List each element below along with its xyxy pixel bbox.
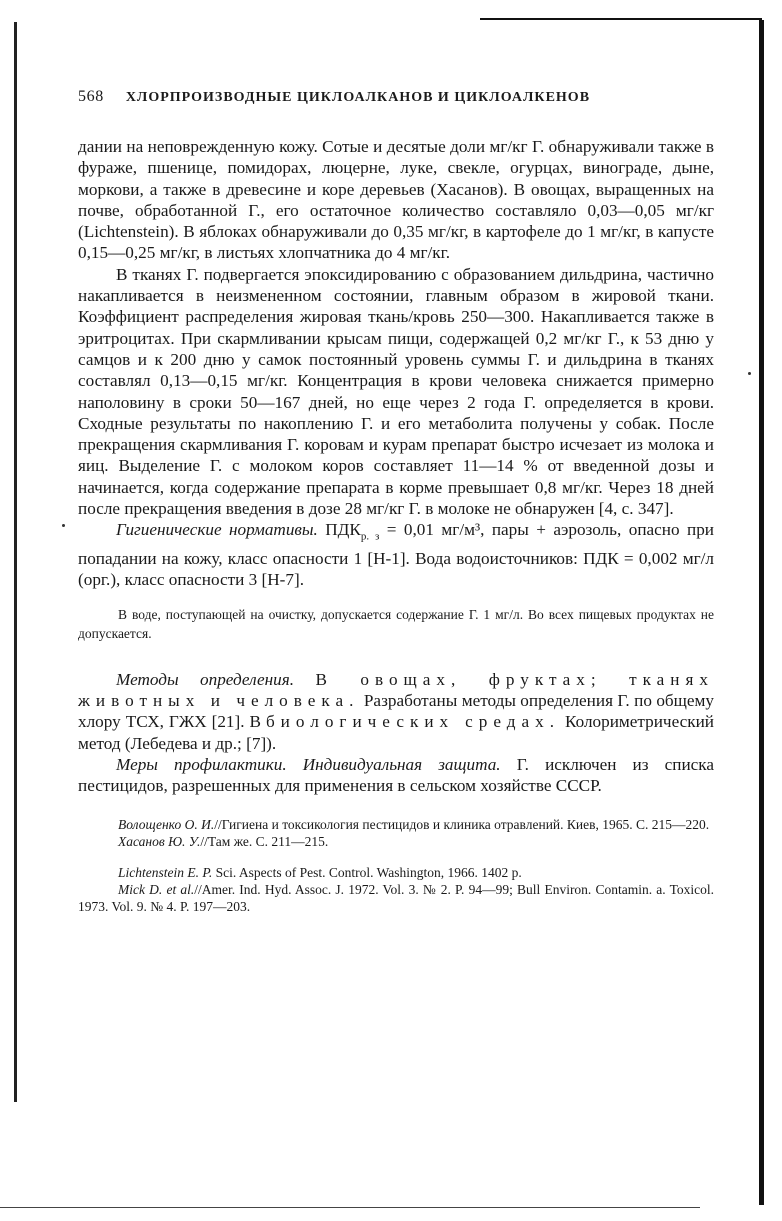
reference-item [78, 833, 714, 850]
methods-object-1: В овощах, фруктах; тканях животных и человека. [78, 669, 715, 710]
reference-item [78, 816, 714, 833]
reference-text: //Там же. С. 211—215. [200, 834, 329, 850]
paragraph-methods [78, 669, 714, 754]
page-header [78, 88, 714, 106]
note-water: В воде, поступающей на очистку, допускается содержание Г. 1 мг/л. Во всех пищевых продуктах не допускается. [78, 606, 714, 641]
references-list [78, 816, 714, 915]
prevention-text: Г. исключен из списка пестицидов, разрешенных для применения в сельском хозяйстве СССР. [78, 754, 714, 796]
reference-item [78, 864, 714, 881]
section-lead-norms: Гигиенические нормативы. [116, 520, 318, 540]
page-edge-right [759, 20, 764, 1205]
reference-author: Волощенко О. И. [118, 817, 215, 833]
mac-label: ПДК [325, 520, 361, 540]
page-number: 568 [78, 88, 104, 105]
paragraph-hygienic-norms [78, 519, 714, 590]
page-edge-left [14, 22, 17, 1102]
page-edge-bottom [0, 1207, 700, 1208]
methods-object-2: биологических средах. [265, 712, 560, 732]
reference-author: Lichtenstein E. P. [118, 865, 213, 881]
mac-values: = 0,01 мг/м³, пары + аэрозоль, опасно при попадании на кожу, класс опасности 1 [Н-1]. Вода водоисточников: ПДК = 0,002 мг/л (орг.), класс опасности 3 [Н-7]. [78, 520, 714, 590]
reference-text: //Гигиена и токсикология пестицидов и клиника отравлений. Киев, 1965. С. 215—220. [214, 817, 710, 833]
paragraph-prevention [78, 754, 714, 797]
reference-group-gap [78, 850, 714, 864]
reference-text: //Amer. Ind. Hyd. Assoc. J. 1972. Vol. 3. № 2. P. 94—99; Bull Environ. Contamin. a. Toxicol. 1973. Vol. 9. № 4. P. 197—203. [78, 882, 714, 915]
paragraph-residues: дании на неповрежденную кожу. Сотые и десятые доли мг/кг Г. обнаруживали также в фураже, пшенице, помидорах, люцерне, луке, свекле, огурцах, винограде, дыне, моркови, а также в древесине и коре деревьев (Хасанов). В овощах, выращенных на почве, обработанной Г., его остаточное количество составляло 0,03—0,05 мг/кг (Lichtenstein). В яблоках обнаруживали до 0,35 мг/кг, в картофеле до 1 мг/кг, в капусте 0,15—0,25 мг/кг, в листьях хлопчатника до 4 мг/кг. [78, 137, 714, 263]
methods-text-2: Колориметрический метод (Лебедева и др.; [7]). [78, 712, 714, 753]
reference-item [78, 881, 714, 915]
reference-author: Хасанов Ю. У. [118, 834, 201, 850]
scan-speck [62, 524, 65, 527]
page-edge-top [480, 18, 762, 20]
reference-author: Mick D. et al. [118, 882, 195, 898]
reference-text: Sci. Aspects of Pest. Control. Washington, 1966. 1402 p. [212, 865, 522, 881]
running-title: ХЛОРПРОИЗВОДНЫЕ ЦИКЛОАЛКАНОВ И ЦИКЛОАЛКЕНОВ [125, 90, 591, 105]
paragraph-tissues: В тканях Г. подвергается эпоксидированию с образованием дильдрина, частично накапливается в неизмененном состоянии, главным образом в жировой ткани. Коэффициент распределения жировая ткань/кровь 250—300. Накапливается также в эритроцитах. При скармливании крысам пищи, содержащей 0,2 мг/кг Г., к 53 дню у самцов и к 200 дню у самок постоянный уровень суммы Г. и дильдрина в тканях составлял 0,13—0,15 мг/кг. Концентрация в крови человека снижается примерно наполовину в сроки 50—167 дней, но еще через 2 года Г. определяется в крови. Сходные результаты по накоплению Г. и его метаболита получены у собак. После прекращения скармливания Г. коровам и курам препарат быстро исчезает из молока и яиц. Выделение Г. с молоком коров составляет 11—14 % от введенной дозы и начинается, когда содержание препарата в корме превышает 0,8 мг/кг. Через 18 дней после прекращения введения в дозе 28 мг/кг Г. в молоке не обнаружен [4, с. 347]. [78, 264, 714, 519]
book-page [78, 88, 714, 915]
section-lead-prevention: Меры профилактики. Индивидуальная защита. [116, 754, 501, 774]
methods-text-1: Разработаны методы определения Г. по общему хлору ТСХ, ГЖХ [21]. В [78, 690, 715, 732]
scan-speck [748, 372, 751, 375]
mac-subscript: р. з [360, 530, 380, 543]
section-lead-methods: Методы определения. [116, 669, 295, 689]
